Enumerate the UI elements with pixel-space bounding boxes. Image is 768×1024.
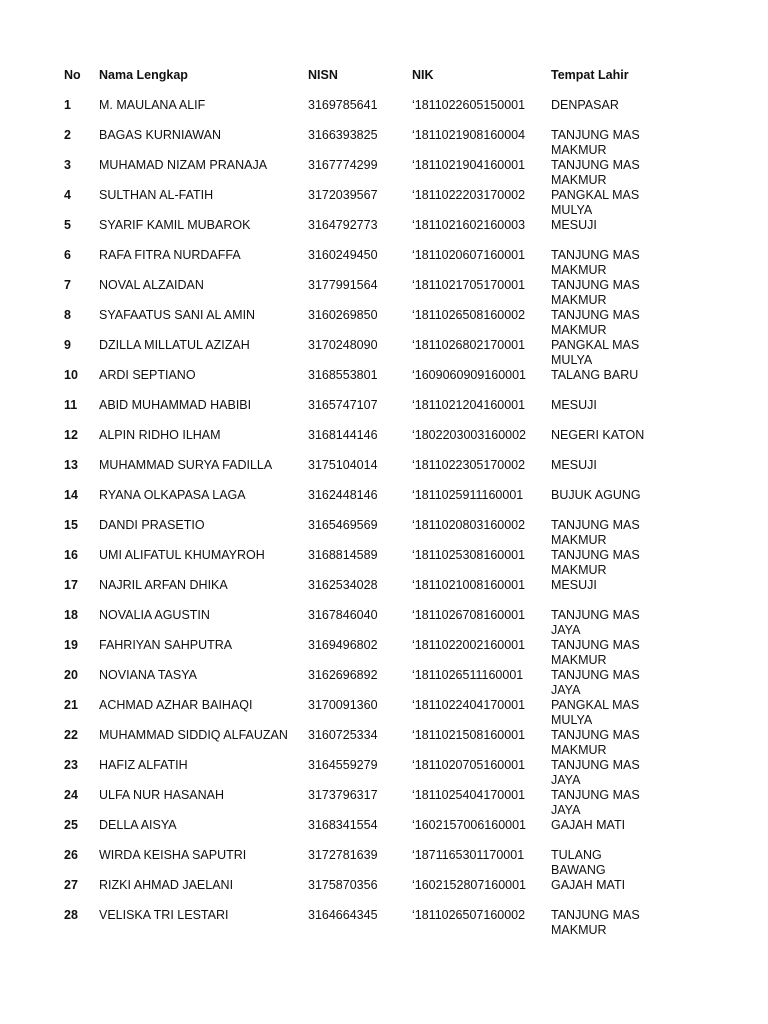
table-row [64, 758, 744, 788]
cell-nik: ‘1811025911160001 [412, 488, 524, 502]
cell-place: TANJUNG MAS MAKMUR [551, 518, 640, 547]
table-row [64, 278, 744, 308]
cell-name: MUHAMAD NIZAM PRANAJA [99, 158, 268, 172]
cell-place: TANJUNG MAS MAKMUR [551, 278, 640, 307]
cell-place: TANJUNG MAS MAKMUR [551, 128, 640, 157]
cell-no: 24 [64, 788, 78, 802]
cell-nisn: 3168144146 [308, 428, 378, 442]
cell-name: M. MAULANA ALIF [99, 98, 206, 112]
cell-no: 5 [64, 218, 71, 232]
cell-nik: ‘1811022203170002 [412, 188, 526, 202]
cell-place: TANJUNG MAS MAKMUR [551, 158, 640, 187]
cell-nisn: 3167774299 [308, 158, 378, 172]
cell-place: PANGKAL MAS MULYA [551, 698, 640, 727]
header-place: Tempat Lahir [551, 68, 629, 82]
cell-place: TANJUNG MAS MAKMUR [551, 248, 640, 277]
header-name: Nama Lengkap [99, 68, 188, 82]
cell-name: NOVAL ALZAIDAN [99, 278, 204, 292]
cell-place: NEGERI KATON [551, 428, 645, 442]
cell-nisn: 3166393825 [308, 128, 378, 142]
cell-nik: ‘1811025404170001 [412, 788, 526, 802]
cell-name: WIRDA KEISHA SAPUTRI [99, 848, 247, 862]
table-row [64, 98, 744, 128]
cell-nik: ‘1802203003160002 [412, 428, 527, 442]
cell-name: SYAFAATUS SANI AL AMIN [99, 308, 256, 322]
cell-nisn: 3169496802 [308, 638, 378, 652]
cell-nik: ‘1811026802170001 [412, 338, 526, 352]
header-no: No [64, 68, 81, 82]
cell-no: 20 [64, 668, 78, 682]
table-row [64, 878, 744, 908]
cell-place: TANJUNG MAS JAYA [551, 668, 640, 697]
cell-nisn: 3164559279 [308, 758, 378, 772]
table-row [64, 428, 744, 458]
cell-nisn: 3160249450 [308, 248, 378, 262]
cell-nisn: 3170248090 [308, 338, 378, 352]
table-row [64, 548, 744, 578]
cell-no: 4 [64, 188, 71, 202]
table-row [64, 248, 744, 278]
cell-place: TANJUNG MAS JAYA [551, 788, 640, 817]
cell-name: DELLA AISYA [99, 818, 177, 832]
cell-name: DANDI PRASETIO [99, 518, 205, 532]
cell-place: BUJUK AGUNG [551, 488, 641, 502]
cell-place: TULANG BAWANG [551, 848, 606, 877]
cell-nisn: 3170091360 [308, 698, 378, 712]
cell-name: SULTHAN AL-FATIH [99, 188, 214, 202]
header-nik: NIK [412, 68, 434, 82]
cell-name: ACHMAD AZHAR BAIHAQI [99, 698, 253, 712]
cell-place: TANJUNG MAS MAKMUR [551, 908, 640, 937]
cell-nisn: 3175870356 [308, 878, 378, 892]
cell-place: TANJUNG MAS MAKMUR [551, 638, 640, 667]
header-nisn: NISN [308, 68, 338, 82]
cell-no: 12 [64, 428, 78, 442]
cell-nisn: 3177991564 [308, 278, 378, 292]
cell-no: 2 [64, 128, 71, 142]
table-row [64, 188, 744, 218]
cell-nik: ‘1811026708160001 [412, 608, 526, 622]
table-row [64, 368, 744, 398]
cell-nik: ‘1602152807160001 [412, 878, 527, 892]
cell-no: 21 [64, 698, 78, 712]
cell-nisn: 3173796317 [308, 788, 378, 802]
cell-nik: ‘1811022404170001 [412, 698, 526, 712]
table-row [64, 458, 744, 488]
table-row [64, 308, 744, 338]
cell-name: ABID MUHAMMAD HABIBI [99, 398, 252, 412]
cell-nisn: 3168341554 [308, 818, 378, 832]
cell-no: 16 [64, 548, 78, 562]
table-row [64, 338, 744, 368]
cell-nik: ‘1811021204160001 [412, 398, 526, 412]
cell-name: NAJRIL ARFAN DHIKA [99, 578, 228, 592]
cell-nisn: 3175104014 [308, 458, 378, 472]
cell-place: TANJUNG MAS JAYA [551, 608, 640, 637]
cell-place: TANJUNG MAS MAKMUR [551, 548, 640, 577]
cell-no: 3 [64, 158, 71, 172]
student-table [64, 68, 744, 938]
cell-nisn: 3168814589 [308, 548, 378, 562]
cell-no: 7 [64, 278, 71, 292]
table-row [64, 818, 744, 848]
cell-place: DENPASAR [551, 98, 619, 112]
table-row [64, 518, 744, 548]
cell-nik: ‘1811022305170002 [412, 458, 526, 472]
cell-place: PANGKAL MAS MULYA [551, 188, 640, 217]
cell-nik: ‘1811021705170001 [412, 278, 526, 292]
cell-place: TALANG BARU [551, 368, 639, 382]
cell-nik: ‘1811022002160001 [412, 638, 526, 652]
table-row [64, 578, 744, 608]
cell-nisn: 3169785641 [308, 98, 378, 112]
cell-nisn: 3172039567 [308, 188, 378, 202]
cell-nik: ‘1811022605150001 [412, 98, 526, 112]
cell-name: RYANA OLKAPASA LAGA [99, 488, 246, 502]
table-row [64, 908, 744, 938]
cell-no: 18 [64, 608, 78, 622]
cell-no: 19 [64, 638, 78, 652]
table-row [64, 698, 744, 728]
cell-name: BAGAS KURNIAWAN [99, 128, 222, 142]
cell-nisn: 3172781639 [308, 848, 378, 862]
cell-no: 8 [64, 308, 71, 322]
cell-name: UMI ALIFATUL KHUMAYROH [99, 548, 265, 562]
cell-name: ARDI SEPTIANO [99, 368, 196, 382]
table-row [64, 218, 744, 248]
cell-nik: ‘1602157006160001 [412, 818, 527, 832]
table-header-row [64, 68, 744, 98]
cell-name: SYARIF KAMIL MUBAROK [99, 218, 251, 232]
cell-name: MUHAMMAD SURYA FADILLA [99, 458, 273, 472]
cell-no: 25 [64, 818, 78, 832]
table-row [64, 638, 744, 668]
cell-place: TANJUNG MAS MAKMUR [551, 728, 640, 757]
table-row [64, 788, 744, 818]
cell-name: ULFA NUR HASANAH [99, 788, 225, 802]
cell-nik: ‘1811025308160001 [412, 548, 526, 562]
cell-nisn: 3160269850 [308, 308, 378, 322]
cell-nisn: 3162696892 [308, 668, 378, 682]
cell-nisn: 3164664345 [308, 908, 378, 922]
cell-nik: ‘1811021508160001 [412, 728, 526, 742]
cell-name: ALPIN RIDHO ILHAM [99, 428, 221, 442]
table-row [64, 608, 744, 638]
cell-place: MESUJI [551, 458, 597, 472]
cell-nisn: 3165469569 [308, 518, 378, 532]
cell-nik: ‘1811021602160003 [412, 218, 526, 232]
table-row [64, 158, 744, 188]
cell-nisn: 3165747107 [308, 398, 378, 412]
cell-nisn: 3162534028 [308, 578, 378, 592]
cell-name: NOVALIA AGUSTIN [99, 608, 210, 622]
cell-nik: ‘1811020607160001 [412, 248, 526, 262]
cell-nisn: 3162448146 [308, 488, 378, 502]
cell-place: MESUJI [551, 218, 597, 232]
cell-name: HAFIZ ALFATIH [99, 758, 188, 772]
cell-name: DZILLA MILLATUL AZIZAH [99, 338, 250, 352]
table-row [64, 668, 744, 698]
cell-nik: ‘1871165301170001 [412, 848, 525, 862]
cell-no: 10 [64, 368, 78, 382]
table-body [64, 98, 744, 938]
cell-nisn: 3160725334 [308, 728, 378, 742]
cell-no: 14 [64, 488, 78, 502]
cell-place: PANGKAL MAS MULYA [551, 338, 640, 367]
cell-nik: ‘1811026511160001 [412, 668, 524, 682]
cell-no: 17 [64, 578, 78, 592]
cell-no: 1 [64, 98, 71, 112]
cell-name: MUHAMMAD SIDDIQ ALFAUZAN [99, 728, 288, 742]
cell-nisn: 3168553801 [308, 368, 378, 382]
cell-place: MESUJI [551, 578, 597, 592]
cell-no: 15 [64, 518, 78, 532]
cell-place: TANJUNG MAS JAYA [551, 758, 640, 787]
cell-nik: ‘1811021008160001 [412, 578, 526, 592]
cell-place: TANJUNG MAS MAKMUR [551, 308, 640, 337]
cell-nik: ‘1811026507160002 [412, 908, 526, 922]
cell-no: 22 [64, 728, 78, 742]
table-row [64, 128, 744, 158]
cell-place: MESUJI [551, 398, 597, 412]
table-row [64, 848, 744, 878]
cell-no: 28 [64, 908, 78, 922]
cell-name: VELISKA TRI LESTARI [99, 908, 229, 922]
cell-nik: ‘1811026508160002 [412, 308, 526, 322]
table-row [64, 398, 744, 428]
cell-place: GAJAH MATI [551, 818, 626, 832]
cell-no: 23 [64, 758, 78, 772]
cell-no: 6 [64, 248, 71, 262]
cell-place: GAJAH MATI [551, 878, 626, 892]
cell-nik: ‘1811020803160002 [412, 518, 526, 532]
cell-nisn: 3164792773 [308, 218, 378, 232]
cell-no: 27 [64, 878, 78, 892]
table-row [64, 488, 744, 518]
cell-name: NOVIANA TASYA [99, 668, 197, 682]
cell-no: 26 [64, 848, 78, 862]
cell-no: 9 [64, 338, 71, 352]
cell-no: 11 [64, 398, 78, 412]
cell-nik: ‘1811020705160001 [412, 758, 526, 772]
table-row [64, 728, 744, 758]
cell-name: FAHRIYAN SAHPUTRA [99, 638, 233, 652]
cell-nik: ‘1811021904160001 [412, 158, 526, 172]
cell-nik: ‘1609060909160001 [412, 368, 527, 382]
cell-no: 13 [64, 458, 78, 472]
cell-nisn: 3167846040 [308, 608, 378, 622]
cell-name: RIZKI AHMAD JAELANI [99, 878, 234, 892]
cell-name: RAFA FITRA NURDAFFA [99, 248, 241, 262]
cell-nik: ‘1811021908160004 [412, 128, 526, 142]
